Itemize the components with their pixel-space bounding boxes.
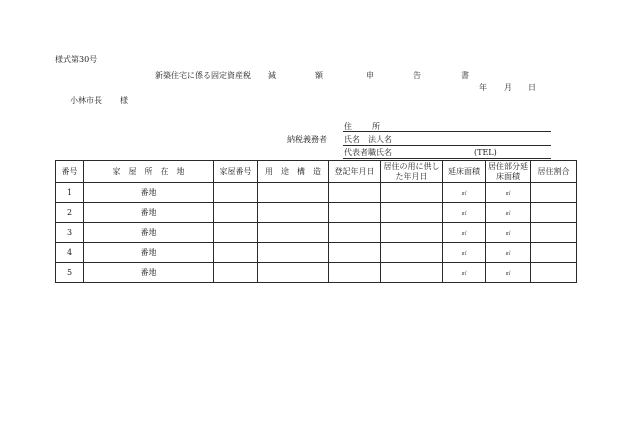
use-structure-cell[interactable] [258, 203, 329, 223]
form-title [0, 72, 630, 82]
header-house-number: 家屋番号 [214, 161, 258, 183]
row-number: 4 [56, 243, 84, 263]
table-row [56, 203, 577, 223]
address-label-first: 住 [344, 122, 352, 131]
tel-label: (TEL) [474, 148, 497, 157]
row-number: 5 [56, 263, 84, 283]
registered-date-cell[interactable] [329, 223, 381, 243]
square-meter-unit: ㎡ [505, 210, 511, 217]
residential-ratio-cell[interactable] [531, 223, 577, 243]
name-label: 氏名 法人名 [344, 135, 392, 144]
header-residential-area: 居住部分延床面積 [486, 161, 531, 183]
residential-area-cell[interactable] [486, 223, 531, 243]
residential-area-cell[interactable] [486, 263, 531, 283]
location-cell[interactable]: 番地 [84, 263, 214, 283]
square-meter-unit: ㎡ [505, 230, 511, 237]
residential-area-cell[interactable] [486, 203, 531, 223]
address-label-second: 所 [372, 122, 380, 131]
date-year-label: 年 [479, 83, 487, 92]
table-row [56, 223, 577, 243]
header-use-structure: 用 途 構 造 [258, 161, 329, 183]
square-meter-unit: ㎡ [505, 190, 511, 197]
floor-area-cell[interactable] [443, 203, 486, 223]
residence-start-date-cell[interactable] [381, 223, 443, 243]
table-header-row [56, 161, 577, 183]
addressee: 小林市長 [70, 96, 102, 105]
table-row [56, 243, 577, 263]
addressee-honorific: 様 [120, 96, 128, 105]
date-month-label: 月 [504, 83, 512, 92]
square-meter-unit: ㎡ [461, 210, 467, 217]
floor-area-cell[interactable] [443, 223, 486, 243]
square-meter-unit: ㎡ [461, 190, 467, 197]
house-number-cell[interactable] [214, 223, 258, 243]
residential-area-cell[interactable] [486, 183, 531, 203]
name-field[interactable] [343, 145, 551, 146]
residence-start-date-cell[interactable] [381, 183, 443, 203]
registered-date-cell[interactable] [329, 183, 381, 203]
residential-ratio-cell[interactable] [531, 243, 577, 263]
row-number: 1 [56, 183, 84, 203]
form-title-char: 書 [461, 71, 469, 80]
date-day-label: 日 [528, 83, 536, 92]
square-meter-unit: ㎡ [461, 270, 467, 277]
residential-ratio-cell[interactable] [531, 203, 577, 223]
table-row [56, 183, 577, 203]
form-title-char: 申 [366, 71, 374, 80]
use-structure-cell[interactable] [258, 263, 329, 283]
location-cell[interactable]: 番地 [84, 203, 214, 223]
row-number: 2 [56, 203, 84, 223]
form-title-char: 額 [315, 71, 323, 80]
representative-label: 代表者職氏名 [344, 148, 392, 157]
location-cell[interactable]: 番地 [84, 243, 214, 263]
house-number-cell[interactable] [214, 243, 258, 263]
header-residence-start-date: 居住の用に供した年月日 [381, 161, 443, 183]
residential-ratio-cell[interactable] [531, 263, 577, 283]
use-structure-cell[interactable] [258, 223, 329, 243]
residence-start-date-cell[interactable] [381, 203, 443, 223]
floor-area-cell[interactable] [443, 263, 486, 283]
table-row [56, 263, 577, 283]
header-location: 家 屋 所 在 地 [84, 161, 214, 183]
header-floor-area: 延床面積 [443, 161, 486, 183]
representative-field[interactable] [343, 158, 551, 159]
square-meter-unit: ㎡ [505, 270, 511, 277]
square-meter-unit: ㎡ [505, 250, 511, 257]
registered-date-cell[interactable] [329, 203, 381, 223]
form-title-main: 新築住宅に係る固定資産税 [155, 71, 251, 80]
floor-area-cell[interactable] [443, 243, 486, 263]
location-cell[interactable]: 番地 [84, 183, 214, 203]
header-registered-date: 登記年月日 [329, 161, 381, 183]
house-number-cell[interactable] [214, 183, 258, 203]
use-structure-cell[interactable] [258, 243, 329, 263]
form-number: 様式第30号 [55, 55, 98, 64]
property-table [55, 160, 577, 283]
header-residential-ratio: 居住割合 [531, 161, 577, 183]
house-number-cell[interactable] [214, 203, 258, 223]
residential-ratio-cell[interactable] [531, 183, 577, 203]
location-cell[interactable]: 番地 [84, 223, 214, 243]
square-meter-unit: ㎡ [461, 250, 467, 257]
residence-start-date-cell[interactable] [381, 243, 443, 263]
form-title-char: 減 [268, 71, 276, 80]
header-number: 番号 [56, 161, 84, 183]
row-number: 3 [56, 223, 84, 243]
registered-date-cell[interactable] [329, 243, 381, 263]
taxpayer-label: 納税義務者 [287, 135, 327, 144]
use-structure-cell[interactable] [258, 183, 329, 203]
square-meter-unit: ㎡ [461, 230, 467, 237]
address-field[interactable] [343, 131, 551, 132]
house-number-cell[interactable] [214, 263, 258, 283]
residence-start-date-cell[interactable] [381, 263, 443, 283]
floor-area-cell[interactable] [443, 183, 486, 203]
form-title-char: 告 [413, 71, 421, 80]
residential-area-cell[interactable] [486, 243, 531, 263]
registered-date-cell[interactable] [329, 263, 381, 283]
